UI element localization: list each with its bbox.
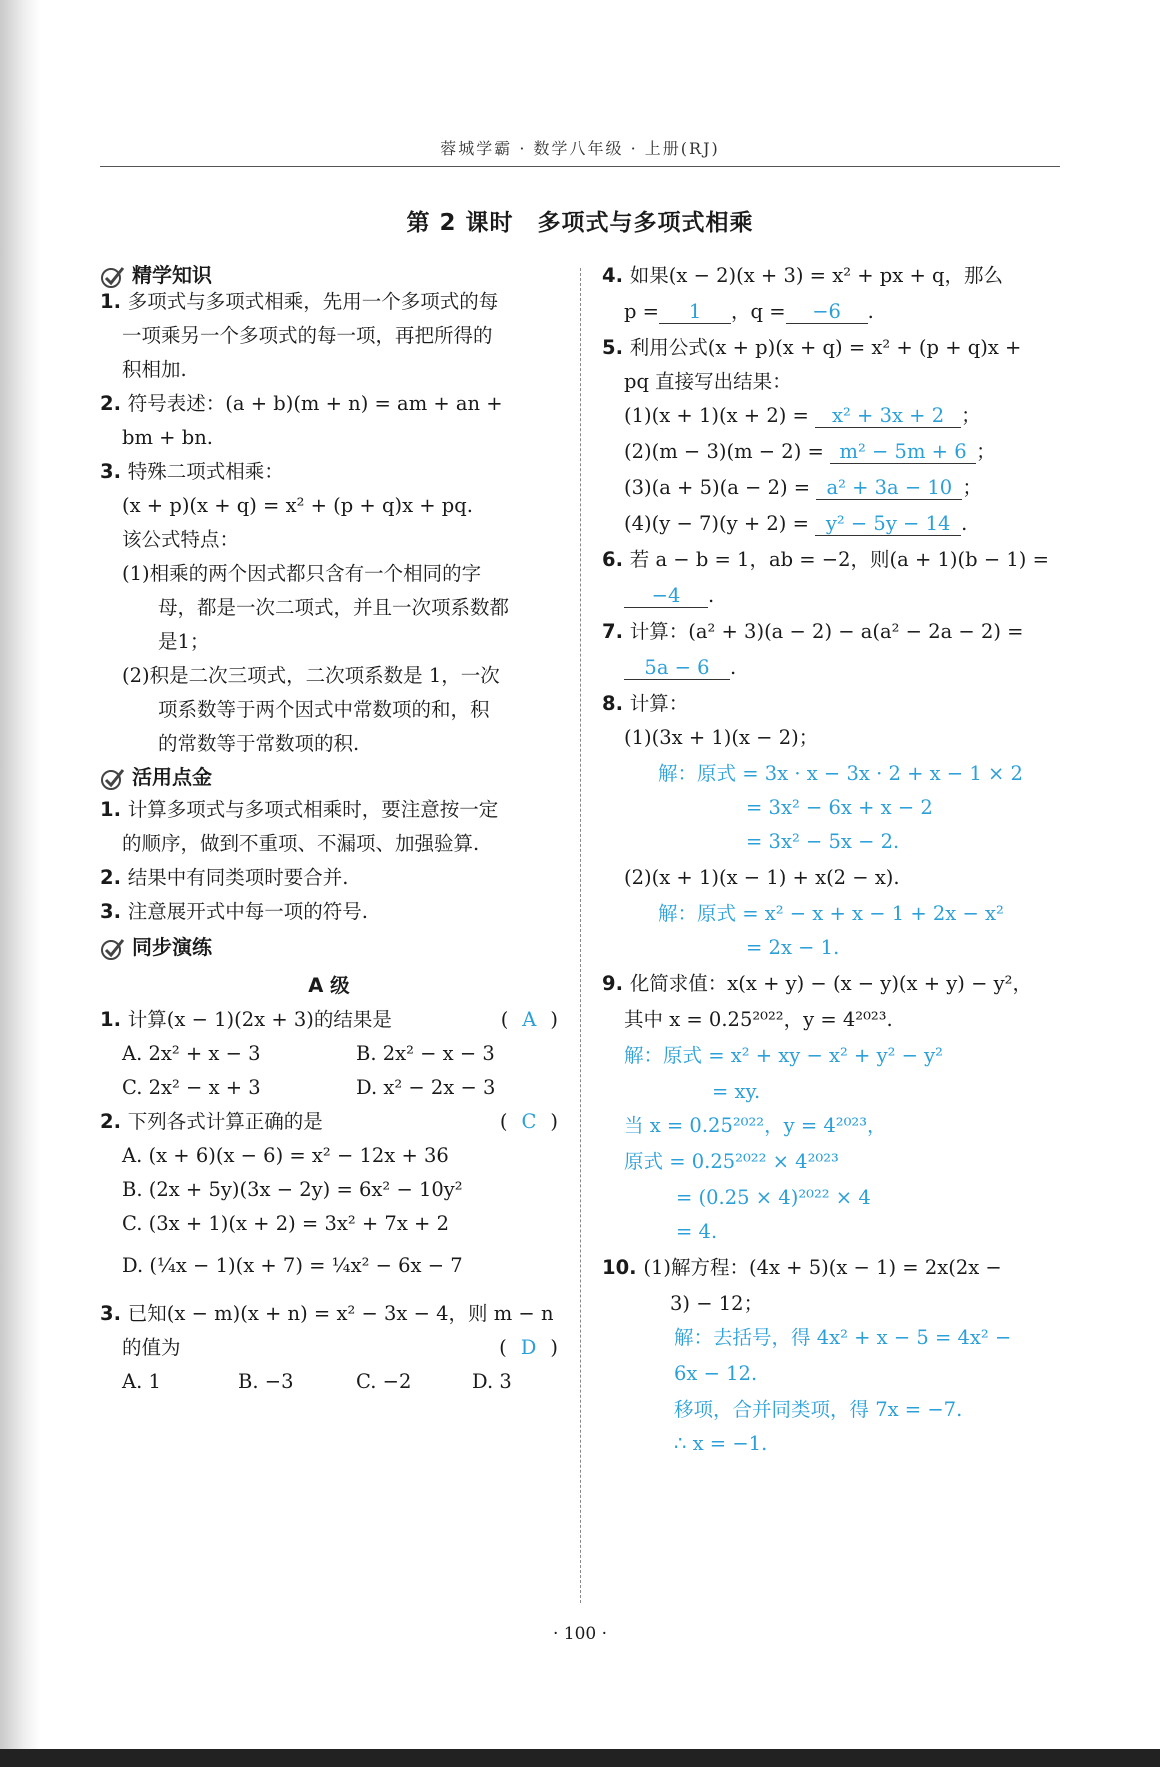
question-5-item: (2)(m − 3)(m − 2) = m² − 5m + 6 ； <box>624 440 996 463</box>
question-5-item: (1)(x + 1)(x + 2) = x² + 3x + 2 ； <box>624 404 981 427</box>
solution-line: 原式 = 0.25²⁰²² × 4²⁰²³ <box>624 1150 839 1173</box>
knowledge-line: 该公式特点： <box>122 528 240 551</box>
solution-line: = 4. <box>676 1220 718 1243</box>
answer-blank: m² − 5m + 6 <box>830 441 976 464</box>
solution-line: = xy. <box>712 1080 761 1103</box>
knowledge-line: (2)积是二次三项式，二次项系数是 1，一次 <box>122 664 500 687</box>
page-edge-shadow <box>0 0 40 1767</box>
option: A. (x + 6)(x − 6) = x² − 12x + 36 <box>122 1144 449 1167</box>
question-1-answer: ( A ) <box>500 1008 558 1031</box>
question-5-stem: 5. 利用公式(x + p)(x + q) = x² + (p + q)x + <box>602 336 1022 359</box>
knowledge-line: 1. 多项式与多项式相乘，先用一个多项式的每 <box>100 290 499 313</box>
solution-line: 解：原式 = x² + xy − x² + y² − y² <box>624 1044 943 1067</box>
tip-line: 的顺序，做到不重项、不漏项、加强验算. <box>122 832 480 855</box>
question-4-stem: 4. 如果(x − 2)(x + 3) = x² + px + q，那么 <box>602 264 1003 287</box>
knowledge-formula: (x + p)(x + q) = x² + (p + q)x + pq. <box>122 494 473 517</box>
question-10-stem: 3) − 12； <box>670 1292 764 1315</box>
question-5-item: (3)(a + 5)(a − 2) = a² + 3a − 10 ； <box>624 476 982 499</box>
knowledge-line: 积相加. <box>122 358 187 381</box>
check-badge-icon <box>100 936 126 962</box>
knowledge-line: (1)相乘的两个因式都只含有一个相同的字 <box>122 562 482 585</box>
option: C. (3x + 1)(x + 2) = 3x² + 7x + 2 <box>122 1212 449 1235</box>
check-badge-icon <box>100 766 126 792</box>
knowledge-line: 项系数等于两个因式中常数项的和，积 <box>158 698 490 721</box>
solution-line: = (0.25 × 4)²⁰²² × 4 <box>676 1186 871 1209</box>
section-title: 活用点金 <box>132 765 212 789</box>
option: B. −3 <box>238 1370 294 1393</box>
check-badge-icon <box>100 264 126 290</box>
page-number: · 100 · <box>552 1624 608 1644</box>
answer-blank: x² + 3x + 2 <box>815 405 961 428</box>
solution-line: = 3x² − 5x − 2. <box>746 830 900 853</box>
question-8-part: (1)(3x + 1)(x − 2)； <box>624 726 819 749</box>
knowledge-line: 母，都是一次二项式，并且一次项系数都 <box>158 596 510 619</box>
option: A. 1 <box>122 1370 161 1393</box>
question-5-stem: pq 直接写出结果： <box>624 370 792 393</box>
question-3-stem: 的值为 <box>122 1336 181 1359</box>
question-9-stem: 9. 化简求值：x(x + y) − (x − y)(x + y) − y²， <box>602 972 1032 995</box>
question-3-stem: 3. 已知(x − m)(x + n) = x² − 3x − 4，则 m − n <box>100 1302 554 1325</box>
question-6-blank: −4 . <box>624 584 714 608</box>
question-2-stem: 2. 下列各式计算正确的是 <box>100 1110 323 1133</box>
tip-line: 3. 注意展开式中每一项的符号. <box>100 900 368 923</box>
answer-blank: 5a − 6 <box>624 657 730 680</box>
option: D. (¼x − 1)(x + 7) = ¼x² − 6x − 7 <box>122 1254 463 1277</box>
solution-line: 解：原式 = x² − x + x − 1 + 2x − x² <box>658 902 1004 925</box>
question-4-blanks: p = 1 ，q = −6 . <box>624 300 874 323</box>
question-10-stem: 10. (1)解方程：(4x + 5)(x − 1) = 2x(2x − <box>602 1256 1002 1279</box>
knowledge-line: 的常数等于常数项的积. <box>158 732 360 755</box>
solution-line: 移项，合并同类项，得 7x = −7. <box>674 1398 963 1421</box>
knowledge-line: 3. 特殊二项式相乘： <box>100 460 284 483</box>
section-knowledge-heading <box>100 262 212 290</box>
section-title: 同步演练 <box>132 935 212 959</box>
answer-blank: −6 <box>786 301 868 324</box>
book-header: 蓉城学霸 · 数学八年级 · 上册(RJ) <box>440 139 720 158</box>
section-tips-heading <box>100 764 212 792</box>
answer-blank: 1 <box>659 301 731 324</box>
question-8-stem: 8. 计算： <box>602 692 689 715</box>
knowledge-line: bm + bn. <box>122 426 213 449</box>
question-1-stem: 1. 计算(x − 1)(2x + 3)的结果是 <box>100 1008 392 1031</box>
solution-line: = 3x² − 6x + x − 2 <box>746 796 933 819</box>
question-5-item: (4)(y − 7)(y + 2) = y² − 5y − 14 . <box>624 512 968 535</box>
tip-line: 1. 计算多项式与多项式相乘时，要注意按一定 <box>100 798 499 821</box>
answer-blank: −4 <box>624 585 708 608</box>
answer-blank: y² − 5y − 14 <box>815 513 961 536</box>
column-divider <box>580 268 581 1603</box>
knowledge-line: 2. 符号表述：(a + b)(m + n) = am + an + <box>100 392 503 415</box>
question-2-answer: ( C ) <box>499 1110 558 1133</box>
option: A. 2x² + x − 3 <box>122 1042 261 1065</box>
knowledge-line: 一项乘另一个多项式的每一项，再把所得的 <box>122 324 493 347</box>
solution-line: 当 x = 0.25²⁰²²，y = 4²⁰²³， <box>624 1114 887 1137</box>
solution-line: = 2x − 1. <box>746 936 840 959</box>
answer-blank: a² + 3a − 10 <box>816 477 962 500</box>
level-title: A 级 <box>308 974 350 997</box>
question-7-stem: 7. 计算：(a² + 3)(a − 2) − a(a² − 2a − 2) = <box>602 620 1024 643</box>
question-8-part: (2)(x + 1)(x − 1) + x(2 − x). <box>624 866 900 889</box>
section-practice-heading <box>100 934 212 962</box>
option: D. x² − 2x − 3 <box>356 1076 496 1099</box>
question-6-stem: 6. 若 a − b = 1，ab = −2，则(a + 1)(b − 1) = <box>602 548 1049 571</box>
solution-line: 6x − 12. <box>674 1362 758 1385</box>
solution-line: 解：原式 = 3x · x − 3x · 2 + x − 1 × 2 <box>658 762 1023 785</box>
option: B. (2x + 5y)(3x − 2y) = 6x² − 10y² <box>122 1178 463 1201</box>
option: D. 3 <box>472 1370 512 1393</box>
solution-line: ∴ x = −1. <box>674 1432 768 1455</box>
question-7-blank: 5a − 6 . <box>624 656 736 680</box>
tip-line: 2. 结果中有同类项时要合并. <box>100 866 349 889</box>
question-9-stem: 其中 x = 0.25²⁰²²，y = 4²⁰²³. <box>624 1008 893 1031</box>
lesson-title: 第 2 课时 多项式与多项式相乘 <box>406 210 754 236</box>
page-bottom-edge <box>0 1749 1160 1767</box>
section-title: 精学知识 <box>132 263 212 287</box>
question-3-answer: ( D ) <box>499 1336 558 1359</box>
option: B. 2x² − x − 3 <box>356 1042 495 1065</box>
option: C. −2 <box>356 1370 412 1393</box>
knowledge-line: 是1； <box>158 630 210 653</box>
option: C. 2x² − x + 3 <box>122 1076 261 1099</box>
solution-line: 解：去括号，得 4x² + x − 5 = 4x² − <box>674 1326 1012 1349</box>
header-rule <box>100 166 1060 167</box>
